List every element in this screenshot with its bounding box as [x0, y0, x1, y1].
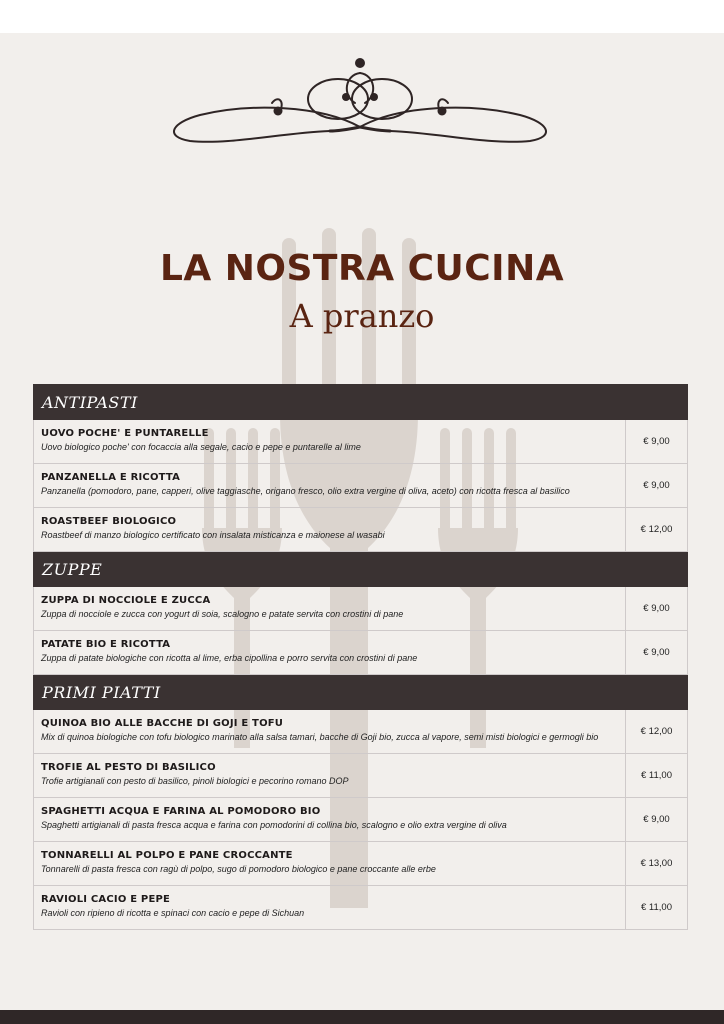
page-subtitle: A pranzo	[289, 297, 435, 335]
scroll-flourish-icon	[160, 45, 560, 145]
dish-description: Zuppa di nocciole e zucca con yogurt di soia, scalogno e patate servita con crostini di pane	[41, 608, 404, 619]
menu-item	[34, 420, 688, 464]
dish-name: ZUPPA DI NOCCIOLE E ZUCCA	[41, 594, 211, 606]
dish-description: Mix di quinoa biologiche con tofu biologico marinato alla salsa tamari, bacche di Goji bio, zucca al vapore, semi misti biologici e germogli bio	[41, 731, 599, 742]
dish-description: Uovo biologico poche' con focaccia alla segale, cacio e pepe e puntarelle al lime	[41, 441, 361, 452]
menu-item	[34, 798, 688, 842]
dish-name: QUINOA BIO ALLE BACCHE DI GOJI E TOFU	[41, 717, 284, 729]
dish-description: Trofie artigianali con pesto di basilico, pinoli biologici e pecorino romano DOP	[41, 775, 349, 786]
menu-item	[34, 710, 688, 754]
dish-name: ROASTBEEF BIOLOGICO	[41, 515, 177, 527]
dish-name: PATATE BIO E RICOTTA	[41, 638, 171, 650]
menu-item	[34, 464, 688, 508]
dish-name: RAVIOLI CACIO E PEPE	[41, 893, 171, 905]
dish-description: Spaghetti artigianali di pasta fresca acqua e farina con pomodorini di collina bio, scalogno e olio extra vergine di oliva	[41, 819, 507, 830]
dish-name: PANZANELLA E RICOTTA	[41, 471, 181, 483]
menu-item	[34, 842, 688, 886]
menu-item	[34, 754, 688, 798]
dish-price: € 9,00	[626, 464, 688, 508]
dish-price: € 13,00	[626, 842, 688, 886]
dish-description: Ravioli con ripieno di ricotta e spinaci con cacio e pepe di Sichuan	[41, 907, 305, 918]
bottom-bar	[0, 1010, 724, 1024]
section-label: ZUPPE	[34, 552, 688, 587]
dish-price: € 9,00	[626, 798, 688, 842]
dish-description: Roastbeef di manzo biologico certificato con insalata misticanza e maionese al wasabi	[41, 529, 385, 540]
dish-name: TONNARELLI AL POLPO E PANE CROCCANTE	[41, 849, 293, 861]
dish-description: Zuppa di patate biologiche con ricotta al lime, erba cipollina e porro servita con crostini di pane	[41, 652, 418, 663]
menu-item	[34, 886, 688, 930]
dish-price: € 11,00	[626, 754, 688, 798]
menu-item	[34, 631, 688, 675]
dish-price: € 9,00	[626, 631, 688, 675]
menu-item	[34, 587, 688, 631]
dish-name: TROFIE AL PESTO DI BASILICO	[41, 761, 216, 773]
dish-price: € 9,00	[626, 420, 688, 464]
dish-price: € 12,00	[626, 508, 688, 552]
menu-table	[33, 384, 688, 930]
dish-price: € 12,00	[626, 710, 688, 754]
dish-price: € 11,00	[626, 886, 688, 930]
dish-name: SPAGHETTI ACQUA E FARINA AL POMODORO BIO	[41, 805, 321, 817]
menu-item	[34, 508, 688, 552]
page-title: LA NOSTRA CUCINA	[159, 248, 565, 289]
top-margin	[0, 0, 724, 33]
dish-description: Tonnarelli di pasta fresca con ragù di polpo, sugo di pomodoro biologico e pane croccante alle erbe	[41, 863, 436, 874]
menu-page	[0, 33, 724, 1010]
section-zuppe	[34, 552, 688, 587]
section-label: ANTIPASTI	[34, 385, 688, 420]
dish-description: Panzanella (pomodoro, pane, capperi, olive taggiasche, origano fresco, olio extra vergine di oliva, aceto) con ricotta fresca al basilico	[41, 485, 570, 496]
dish-name: UOVO POCHE' E PUNTARELLE	[41, 427, 209, 439]
section-primi-piatti	[34, 675, 688, 710]
section-antipasti	[34, 385, 688, 420]
section-label: PRIMI PIATTI	[34, 675, 688, 710]
dish-price: € 9,00	[626, 587, 688, 631]
